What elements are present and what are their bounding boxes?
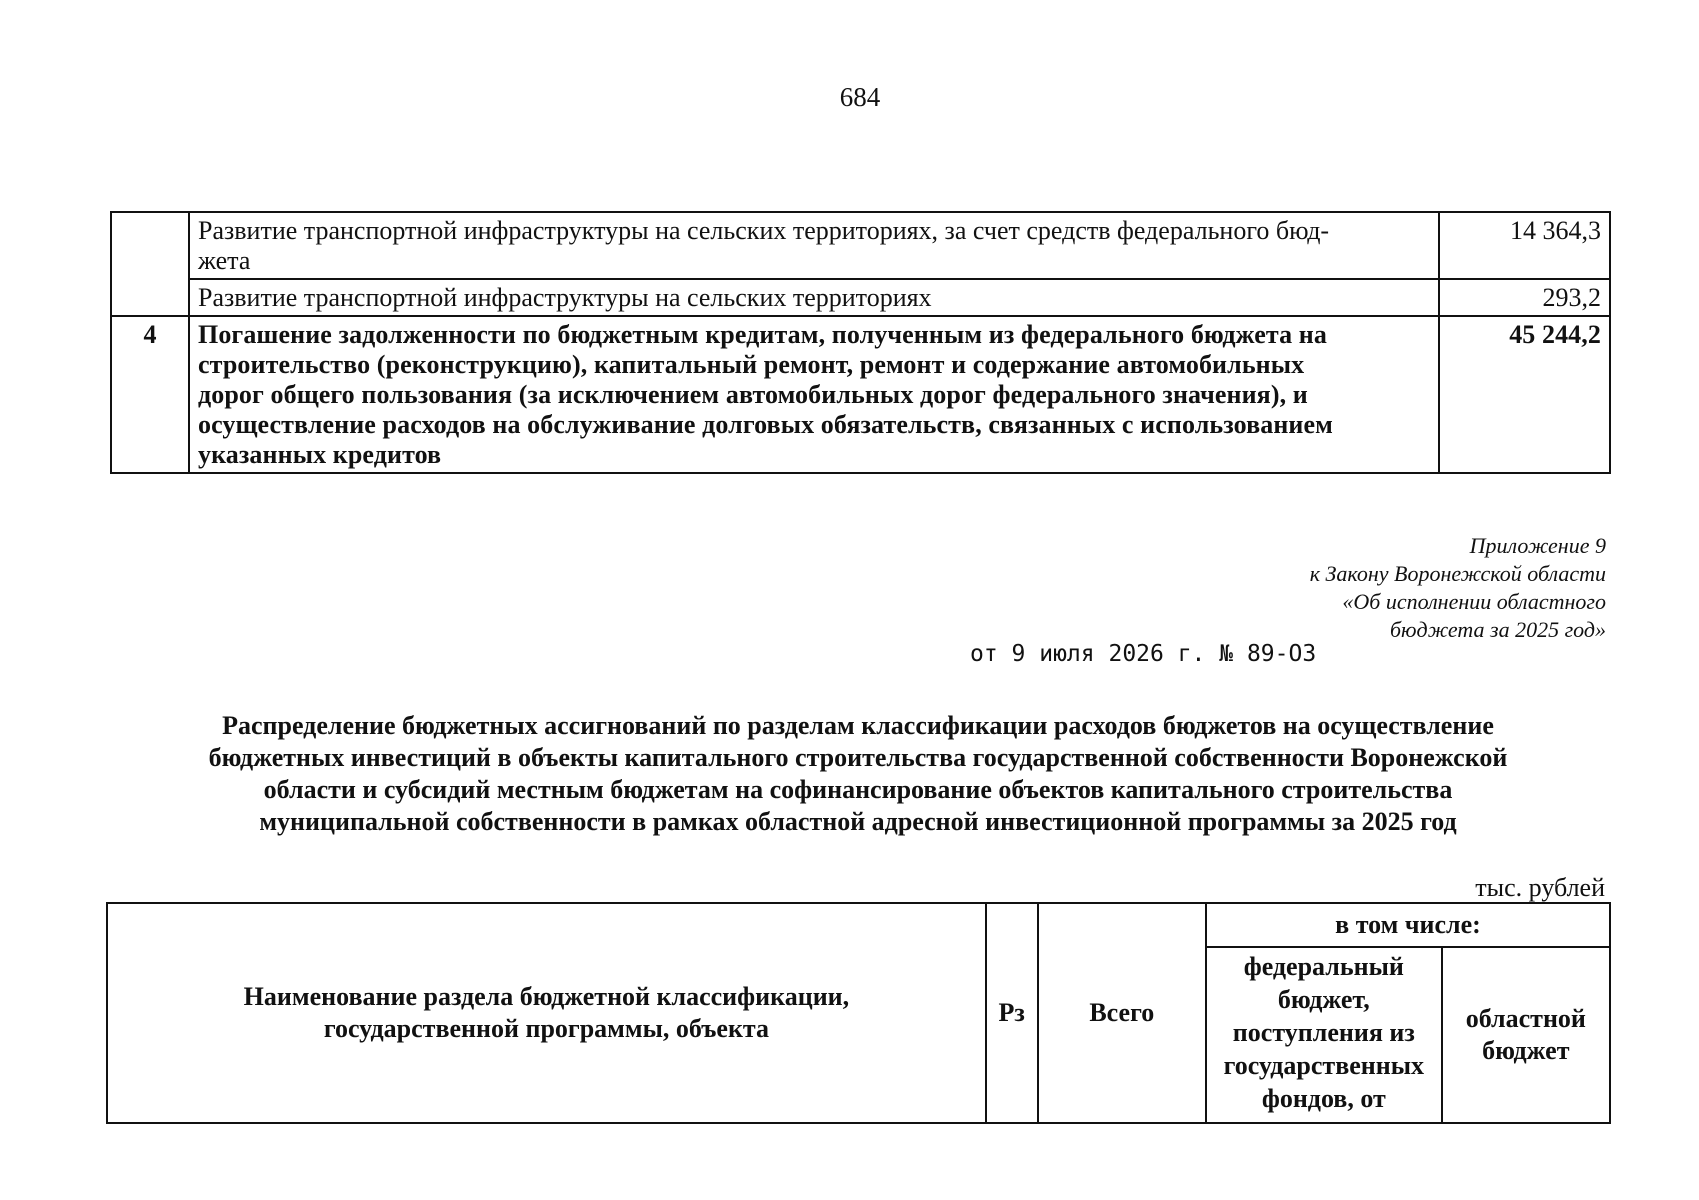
header-total: Всего (1038, 903, 1206, 1123)
description-line: указанных кредитов (198, 440, 442, 469)
header-regional-line: областной (1465, 1004, 1586, 1033)
appendix-line: «Об исполнении областного (1342, 589, 1606, 614)
row-amount: 14 364,3 (1439, 212, 1610, 279)
header-federal-line: бюджет, (1277, 985, 1370, 1014)
row-amount: 45 244,2 (1439, 316, 1610, 473)
row-description: Развитие транспортной инфраструктуры на сельских территориях (189, 279, 1439, 316)
header-federal-line: фондов, от (1261, 1084, 1386, 1113)
row-amount: 293,2 (1439, 279, 1610, 316)
title-line: Распределение бюджетных ассигнований по разделам классификации расходов бюджетов на осуществление (222, 711, 1494, 740)
header-including: в том числе: (1206, 903, 1610, 947)
decree-stamp: от 9 июля 2026 г. № 89-ОЗ (970, 641, 1317, 667)
appendix-line: к Закону Воронежской области (1309, 561, 1606, 586)
header-row (107, 903, 1610, 947)
description-line: строительство (реконструкцию), капитальный ремонт, ремонт и содержание автомобильных (198, 350, 1305, 379)
description-line: осуществление расходов на обслуживание долговых обязательств, связанных с использованием (198, 410, 1333, 439)
header-federal-line: государственных (1223, 1051, 1425, 1080)
description-line: жета (198, 246, 251, 275)
table-row (111, 212, 1610, 279)
header-federal-line: федеральный (1243, 952, 1404, 981)
header-regional-line: бюджет (1482, 1036, 1570, 1065)
table-row (111, 279, 1610, 316)
header-regional (1442, 947, 1610, 1123)
appendix-line: бюджета за 2025 год» (1389, 617, 1606, 642)
title-line: области и субсидий местным бюджетам на софинансирование объектов капитального строительства (263, 775, 1453, 804)
row-description (189, 212, 1439, 279)
description-line: Развитие транспортной инфраструктуры на сельских территориях, за счет средств федерального бюд- (198, 216, 1330, 245)
appendix-line: Приложение 9 (1469, 533, 1606, 558)
title-line: муниципальной собственности в рамках областной адресной инвестиционной программы за 2025 год (259, 807, 1457, 836)
header-name (107, 903, 986, 1123)
row-number-cell (111, 212, 189, 316)
document-title (118, 710, 1598, 838)
header-name-line: государственной программы, объекта (323, 1014, 770, 1043)
units-label: тыс. рублей (1475, 873, 1605, 902)
description-line: дорог общего пользования (за исключением автомобильных дорог федерального значения), и (198, 380, 1308, 409)
allocation-table-header (106, 902, 1611, 1124)
header-federal-line: поступления из (1232, 1018, 1415, 1047)
row-number-cell: 4 (111, 316, 189, 473)
page-number: 684 (839, 82, 881, 112)
description-line: Погашение задолженности по бюджетным кредитам, полученным из федерального бюджета на (198, 320, 1327, 349)
header-rz: Рз (986, 903, 1038, 1123)
title-line: бюджетных инвестиций в объекты капитального строительства государственной собственности Воронежской (208, 743, 1508, 772)
table-row (111, 316, 1610, 473)
header-name-line: Наименование раздела бюджетной классификации, (243, 982, 850, 1011)
header-federal (1206, 947, 1442, 1123)
row-description (189, 316, 1439, 473)
appendix-header (1310, 532, 1606, 644)
expenditure-table-continued (110, 211, 1611, 474)
